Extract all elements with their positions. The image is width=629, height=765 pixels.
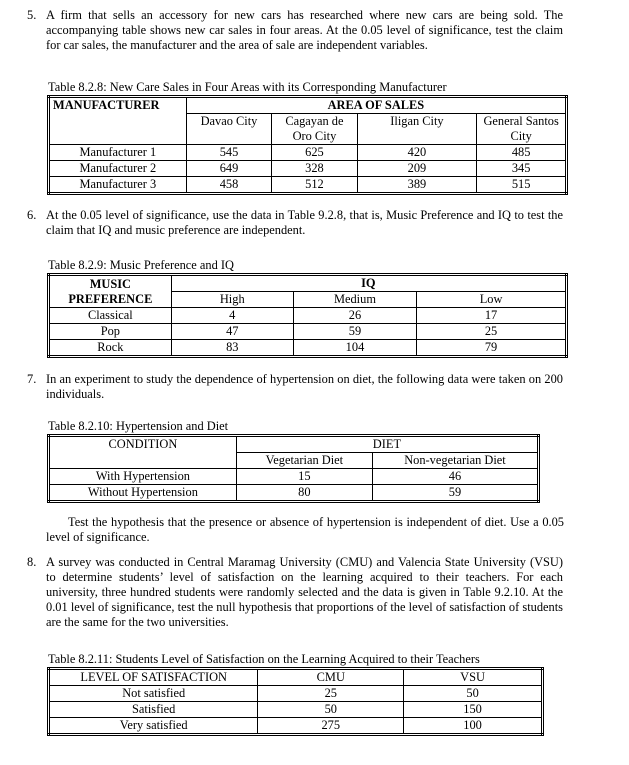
row-label: Rock (49, 340, 172, 357)
table-cell: 512 (272, 177, 357, 194)
problem-number: 6. (27, 208, 37, 222)
row-label: Satisfied (49, 702, 258, 718)
column-header: High (171, 292, 293, 308)
table-header-row (49, 275, 567, 292)
table-cell: 17 (417, 308, 567, 324)
table-caption-8-2-9: Table 8.2.9: Music Preference and IQ (48, 258, 234, 272)
column-header: MUSIC PREFERENCE (49, 275, 172, 308)
column-header: Davao City (186, 114, 271, 145)
column-header: Medium (293, 292, 416, 308)
row-label: Classical (49, 308, 172, 324)
problem-text: At the 0.05 level of significance, use the data in Table 9.2.8, that is, Music Preference and IQ to test the claim that IQ and music preference are independent. (46, 208, 563, 237)
table-cell: 59 (293, 324, 416, 340)
table-cell: 79 (417, 340, 567, 357)
row-label: Pop (49, 324, 172, 340)
table-cell: 15 (236, 469, 372, 485)
problem-text: In an experiment to study the dependence of hypertension on diet, the following data were taken on 200 individuals. (46, 372, 563, 401)
table-row (49, 324, 567, 340)
problem-text: A firm that sells an accessory for new cars has researched where new cars are being sold. The accompanying table shows new car sales in four areas. At the 0.05 level of significance, test the claim for car sales, the manufacturer and the area of sale are independent variables. (46, 8, 563, 52)
table-cell: 328 (272, 161, 357, 177)
table-row (49, 340, 567, 357)
table-cell: 458 (186, 177, 271, 194)
column-header: Vegetarian Diet (236, 453, 372, 469)
table-caption-8-2-11: Table 8.2.11: Students Level of Satisfaction on the Learning Acquired to their Teachers (48, 652, 480, 666)
group-header: DIET (236, 436, 538, 453)
table-cell: 150 (404, 702, 543, 718)
column-header: LEVEL OF SATISFACTION (49, 669, 258, 686)
table-row (49, 485, 539, 502)
table-cell: 59 (372, 485, 538, 502)
table-cell: 25 (258, 686, 404, 702)
table-cell: 649 (186, 161, 271, 177)
column-header: CMU (258, 669, 404, 686)
table-cell: 47 (171, 324, 293, 340)
table-new-car-sales (47, 95, 568, 195)
table-cell: 485 (477, 145, 567, 161)
table-row (49, 469, 539, 485)
table-caption-8-2-8: Table 8.2.8: New Care Sales in Four Areas with its Corresponding Manufacturer (48, 80, 447, 94)
column-header: CONDITION (49, 436, 237, 469)
group-header: AREA OF SALES (186, 97, 566, 114)
problem-number: 5. (27, 8, 37, 22)
table-cell: 345 (477, 161, 567, 177)
table-cell: 25 (417, 324, 567, 340)
problem-text: A survey was conducted in Central Maramag University (CMU) and Valencia State University (VSU) to determine students’ level of satisfaction on the learning acquired to their teachers. For each university, three hundred students were randomly selected and the data is given in Table 9.2.10. At the 0.01 level of significance, test the null hypothesis that proportions of the level of satisfaction of students are the same for the two universities. (46, 555, 563, 629)
table-header-row (49, 669, 543, 686)
table-cell: 104 (293, 340, 416, 357)
row-label: Manufacturer 2 (49, 161, 187, 177)
table-cell: 100 (404, 718, 543, 735)
table-music-iq (47, 273, 568, 358)
row-label: Without Hypertension (49, 485, 237, 502)
column-header: MANUFACTURER (49, 97, 187, 145)
table-cell: 83 (171, 340, 293, 357)
table-row (49, 718, 543, 735)
table-cell: 389 (357, 177, 477, 194)
table-caption-8-2-10: Table 8.2.10: Hypertension and Diet (48, 419, 229, 433)
column-header: Low (417, 292, 567, 308)
table-row (49, 308, 567, 324)
table-cell: 545 (186, 145, 271, 161)
group-header: IQ (171, 275, 566, 292)
row-label: Very satisfied (49, 718, 258, 735)
column-header: Iligan City (357, 114, 477, 145)
problem-7-note: Test the hypothesis that the presence or absence of hypertension is independent of diet. Use a 0.05 level of significance. (46, 515, 564, 544)
column-header: General Santos City (477, 114, 567, 145)
row-label: Not satisfied (49, 686, 258, 702)
table-cell: 4 (171, 308, 293, 324)
table-cell: 26 (293, 308, 416, 324)
table-row (49, 177, 567, 194)
table-row (49, 686, 543, 702)
table-row (49, 161, 567, 177)
table-cell: 209 (357, 161, 477, 177)
table-cell: 50 (258, 702, 404, 718)
row-label: With Hypertension (49, 469, 237, 485)
table-cell: 625 (272, 145, 357, 161)
table-row (49, 702, 543, 718)
table-cell: 46 (372, 469, 538, 485)
table-hypertension-diet (47, 434, 540, 503)
table-header-row (49, 436, 539, 453)
table-cell: 275 (258, 718, 404, 735)
table-cell: 420 (357, 145, 477, 161)
problem-number: 7. (27, 372, 37, 386)
table-cell: 50 (404, 686, 543, 702)
column-header: Non-vegetarian Diet (372, 453, 538, 469)
row-label: Manufacturer 3 (49, 177, 187, 194)
column-header: VSU (404, 669, 543, 686)
row-label: Manufacturer 1 (49, 145, 187, 161)
table-row (49, 145, 567, 161)
column-header: Cagayan de Oro City (272, 114, 357, 145)
table-cell: 515 (477, 177, 567, 194)
table-cell: 80 (236, 485, 372, 502)
table-satisfaction (47, 667, 544, 736)
table-header-row (49, 97, 567, 114)
problem-number: 8. (27, 555, 37, 569)
